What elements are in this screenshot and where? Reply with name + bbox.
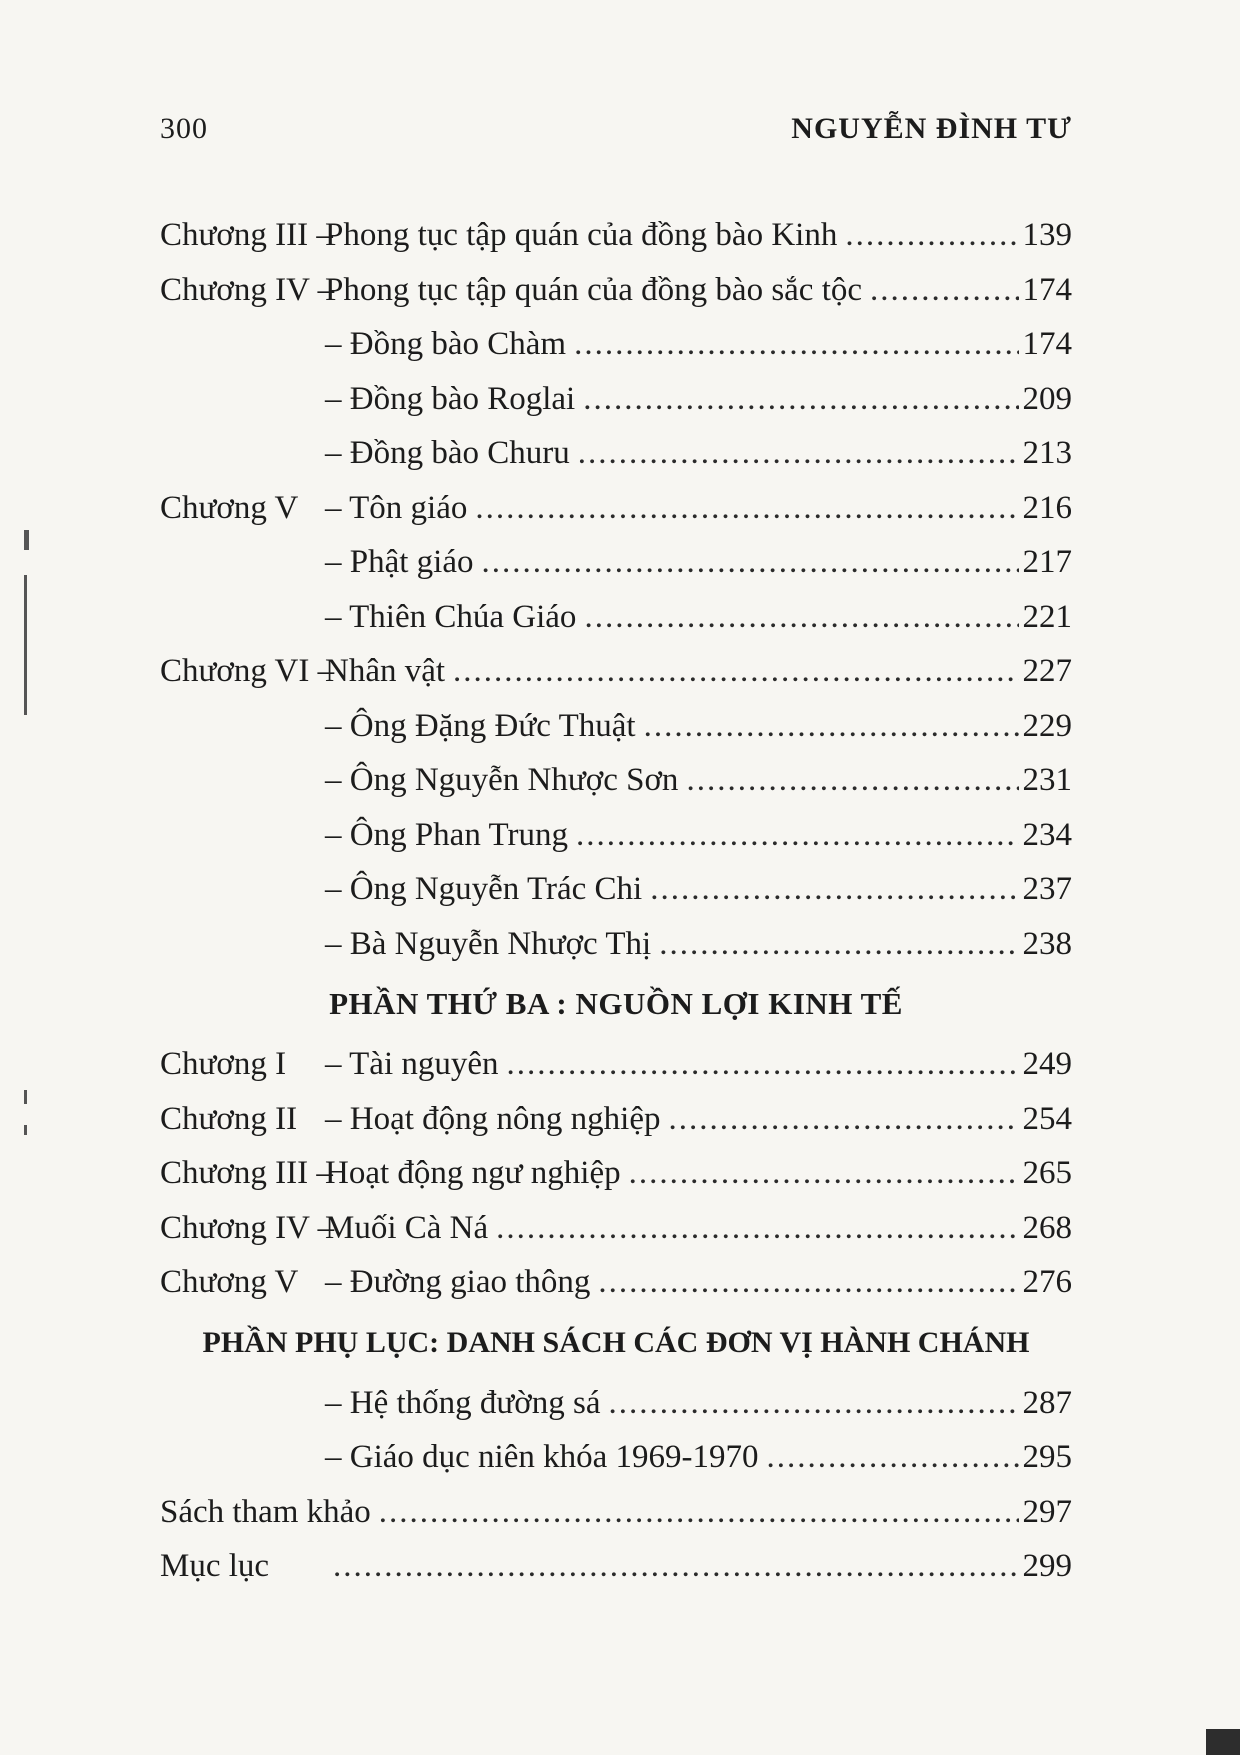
- toc-entry: [160, 1430, 1072, 1485]
- toc-chapter: Chương III –: [160, 1155, 333, 1191]
- toc-title: – Bà Nguyễn Nhược Thị: [325, 925, 652, 962]
- toc-page: 265: [1022, 1155, 1072, 1191]
- toc-page: 295: [1022, 1439, 1072, 1475]
- toc-title: – Ông Nguyễn Trác Chi: [325, 871, 643, 907]
- table-of-contents: [160, 208, 1072, 1594]
- dot-leader: [578, 426, 1019, 481]
- toc-page: 174: [1022, 271, 1072, 308]
- toc-page: 234: [1022, 816, 1072, 853]
- toc-entry: [160, 372, 1072, 427]
- toc-entry-contents: [160, 1539, 1072, 1594]
- scan-artifact: [24, 1125, 27, 1135]
- dot-leader: [453, 644, 1018, 699]
- appendix-heading: PHẦN PHỤ LỤC: DANH SÁCH CÁC ĐƠN VỊ HÀNH CHÁNH: [202, 1325, 1030, 1359]
- toc-title: – Tài nguyên: [325, 1046, 499, 1082]
- toc-chapter: Chương V: [160, 1264, 299, 1300]
- toc-page: 249: [1022, 1046, 1072, 1082]
- dot-leader: [379, 1485, 1019, 1540]
- toc-page: 287: [1022, 1384, 1072, 1421]
- toc-entry-references: [160, 1485, 1072, 1540]
- toc-title: Nhân vật: [325, 653, 446, 689]
- dot-leader: [598, 1255, 1018, 1310]
- toc-page: 254: [1022, 1100, 1072, 1137]
- toc-entry: [160, 317, 1072, 372]
- scan-artifact: [24, 530, 29, 550]
- scan-artifact: [24, 1090, 27, 1104]
- toc-title: – Hệ thống đường sá: [325, 1384, 601, 1421]
- toc-title: – Ông Đặng Đức Thuật: [325, 707, 636, 744]
- toc-title: Phong tục tập quán của đồng bào Kinh: [325, 217, 838, 253]
- toc-entry: [160, 1092, 1072, 1147]
- toc-title: – Đồng bào Churu: [325, 435, 570, 471]
- toc-title: – Thiên Chúa Giáo: [325, 598, 577, 635]
- toc-entry: [160, 699, 1072, 754]
- dot-leader: [584, 590, 1018, 645]
- scan-artifact: [24, 575, 27, 715]
- dot-leader: [870, 263, 1018, 318]
- toc-page: 299: [1022, 1548, 1072, 1584]
- toc-title: – Hoạt động nông nghiệp: [325, 1100, 661, 1137]
- toc-entry: [160, 1146, 1072, 1201]
- toc-page: 139: [1022, 217, 1072, 253]
- toc-entry: [160, 426, 1072, 481]
- dot-leader: [644, 699, 1019, 754]
- toc-entry: [160, 208, 1072, 263]
- dot-leader: [629, 1146, 1019, 1201]
- dot-leader: [608, 1376, 1018, 1431]
- dot-leader: [583, 372, 1018, 427]
- toc-page: 221: [1022, 598, 1072, 635]
- toc-page: 217: [1022, 544, 1072, 580]
- dot-leader: [481, 535, 1018, 590]
- toc-title: Sách tham khảo: [160, 1493, 371, 1530]
- dot-leader: [333, 1539, 1019, 1594]
- toc-title: Muối Cà Ná: [325, 1209, 489, 1246]
- toc-title: Phong tục tập quán của đồng bào sắc tộc: [325, 271, 863, 308]
- toc-title: – Đồng bào Roglai: [325, 380, 576, 417]
- dot-leader: [496, 1201, 1018, 1256]
- dot-leader: [845, 208, 1018, 263]
- part-three-heading: PHẦN THỨ BA : NGUỒN LỢI KINH TẾ: [329, 986, 903, 1021]
- toc-entry: [160, 481, 1072, 536]
- toc-entry: [160, 862, 1072, 917]
- page-number: 300: [160, 112, 208, 145]
- toc-page: 229: [1022, 707, 1072, 744]
- toc-title: Hoạt động ngư nghiệp: [325, 1155, 621, 1191]
- toc-title: – Giáo dục niên khóa 1969-1970: [325, 1439, 759, 1475]
- toc-entry: [160, 1037, 1072, 1092]
- toc-page: 231: [1022, 762, 1072, 798]
- toc-title: – Ông Phan Trung: [325, 816, 568, 853]
- toc-chapter: Chương III –: [160, 217, 333, 253]
- toc-title: – Ông Nguyễn Nhược Sơn: [325, 762, 679, 798]
- toc-entry: [160, 644, 1072, 699]
- toc-entry: [160, 808, 1072, 863]
- toc-page: 238: [1022, 925, 1072, 962]
- toc-page: 237: [1022, 871, 1072, 907]
- dot-leader: [659, 917, 1018, 972]
- toc-title: – Tôn giáo: [325, 489, 468, 526]
- toc-entry: [160, 1255, 1072, 1310]
- toc-page: 227: [1022, 653, 1072, 689]
- toc-entry: [160, 263, 1072, 318]
- toc-page: 268: [1022, 1209, 1072, 1246]
- scan-artifact: [1206, 1729, 1240, 1755]
- toc-title: – Đường giao thông: [325, 1264, 591, 1300]
- toc-entry: [160, 1376, 1072, 1431]
- toc-page: 209: [1022, 380, 1072, 417]
- toc-title: Mục lục: [160, 1548, 270, 1584]
- toc-title: – Đồng bào Chàm: [325, 326, 567, 362]
- toc-title: – Phật giáo: [325, 544, 474, 580]
- toc-chapter: Chương II: [160, 1100, 298, 1137]
- running-title: NGUYỄN ĐÌNH TƯ: [791, 112, 1072, 145]
- dot-leader: [650, 862, 1018, 917]
- toc-entry: [160, 1201, 1072, 1256]
- dot-leader: [507, 1037, 1019, 1092]
- running-head: [160, 112, 1072, 152]
- dot-leader: [576, 808, 1019, 863]
- toc-chapter: Chương I: [160, 1046, 287, 1082]
- dot-leader: [574, 317, 1018, 372]
- dot-leader: [475, 481, 1018, 536]
- toc-entry: [160, 753, 1072, 808]
- dot-leader: [686, 753, 1018, 808]
- toc-chapter: Chương IV –: [160, 271, 335, 308]
- toc-chapter: Chương V: [160, 489, 299, 526]
- toc-entry: [160, 917, 1072, 972]
- toc-page: 276: [1022, 1264, 1072, 1300]
- toc-page: 213: [1022, 435, 1072, 471]
- toc-entry: [160, 535, 1072, 590]
- dot-leader: [668, 1092, 1018, 1147]
- dot-leader: [767, 1430, 1019, 1485]
- toc-page: 216: [1022, 489, 1072, 526]
- toc-page: 174: [1022, 326, 1072, 362]
- toc-chapter: Chương VI –: [160, 653, 335, 689]
- toc-entry: [160, 590, 1072, 645]
- toc-chapter: Chương IV –: [160, 1209, 335, 1246]
- toc-page: 297: [1022, 1493, 1072, 1530]
